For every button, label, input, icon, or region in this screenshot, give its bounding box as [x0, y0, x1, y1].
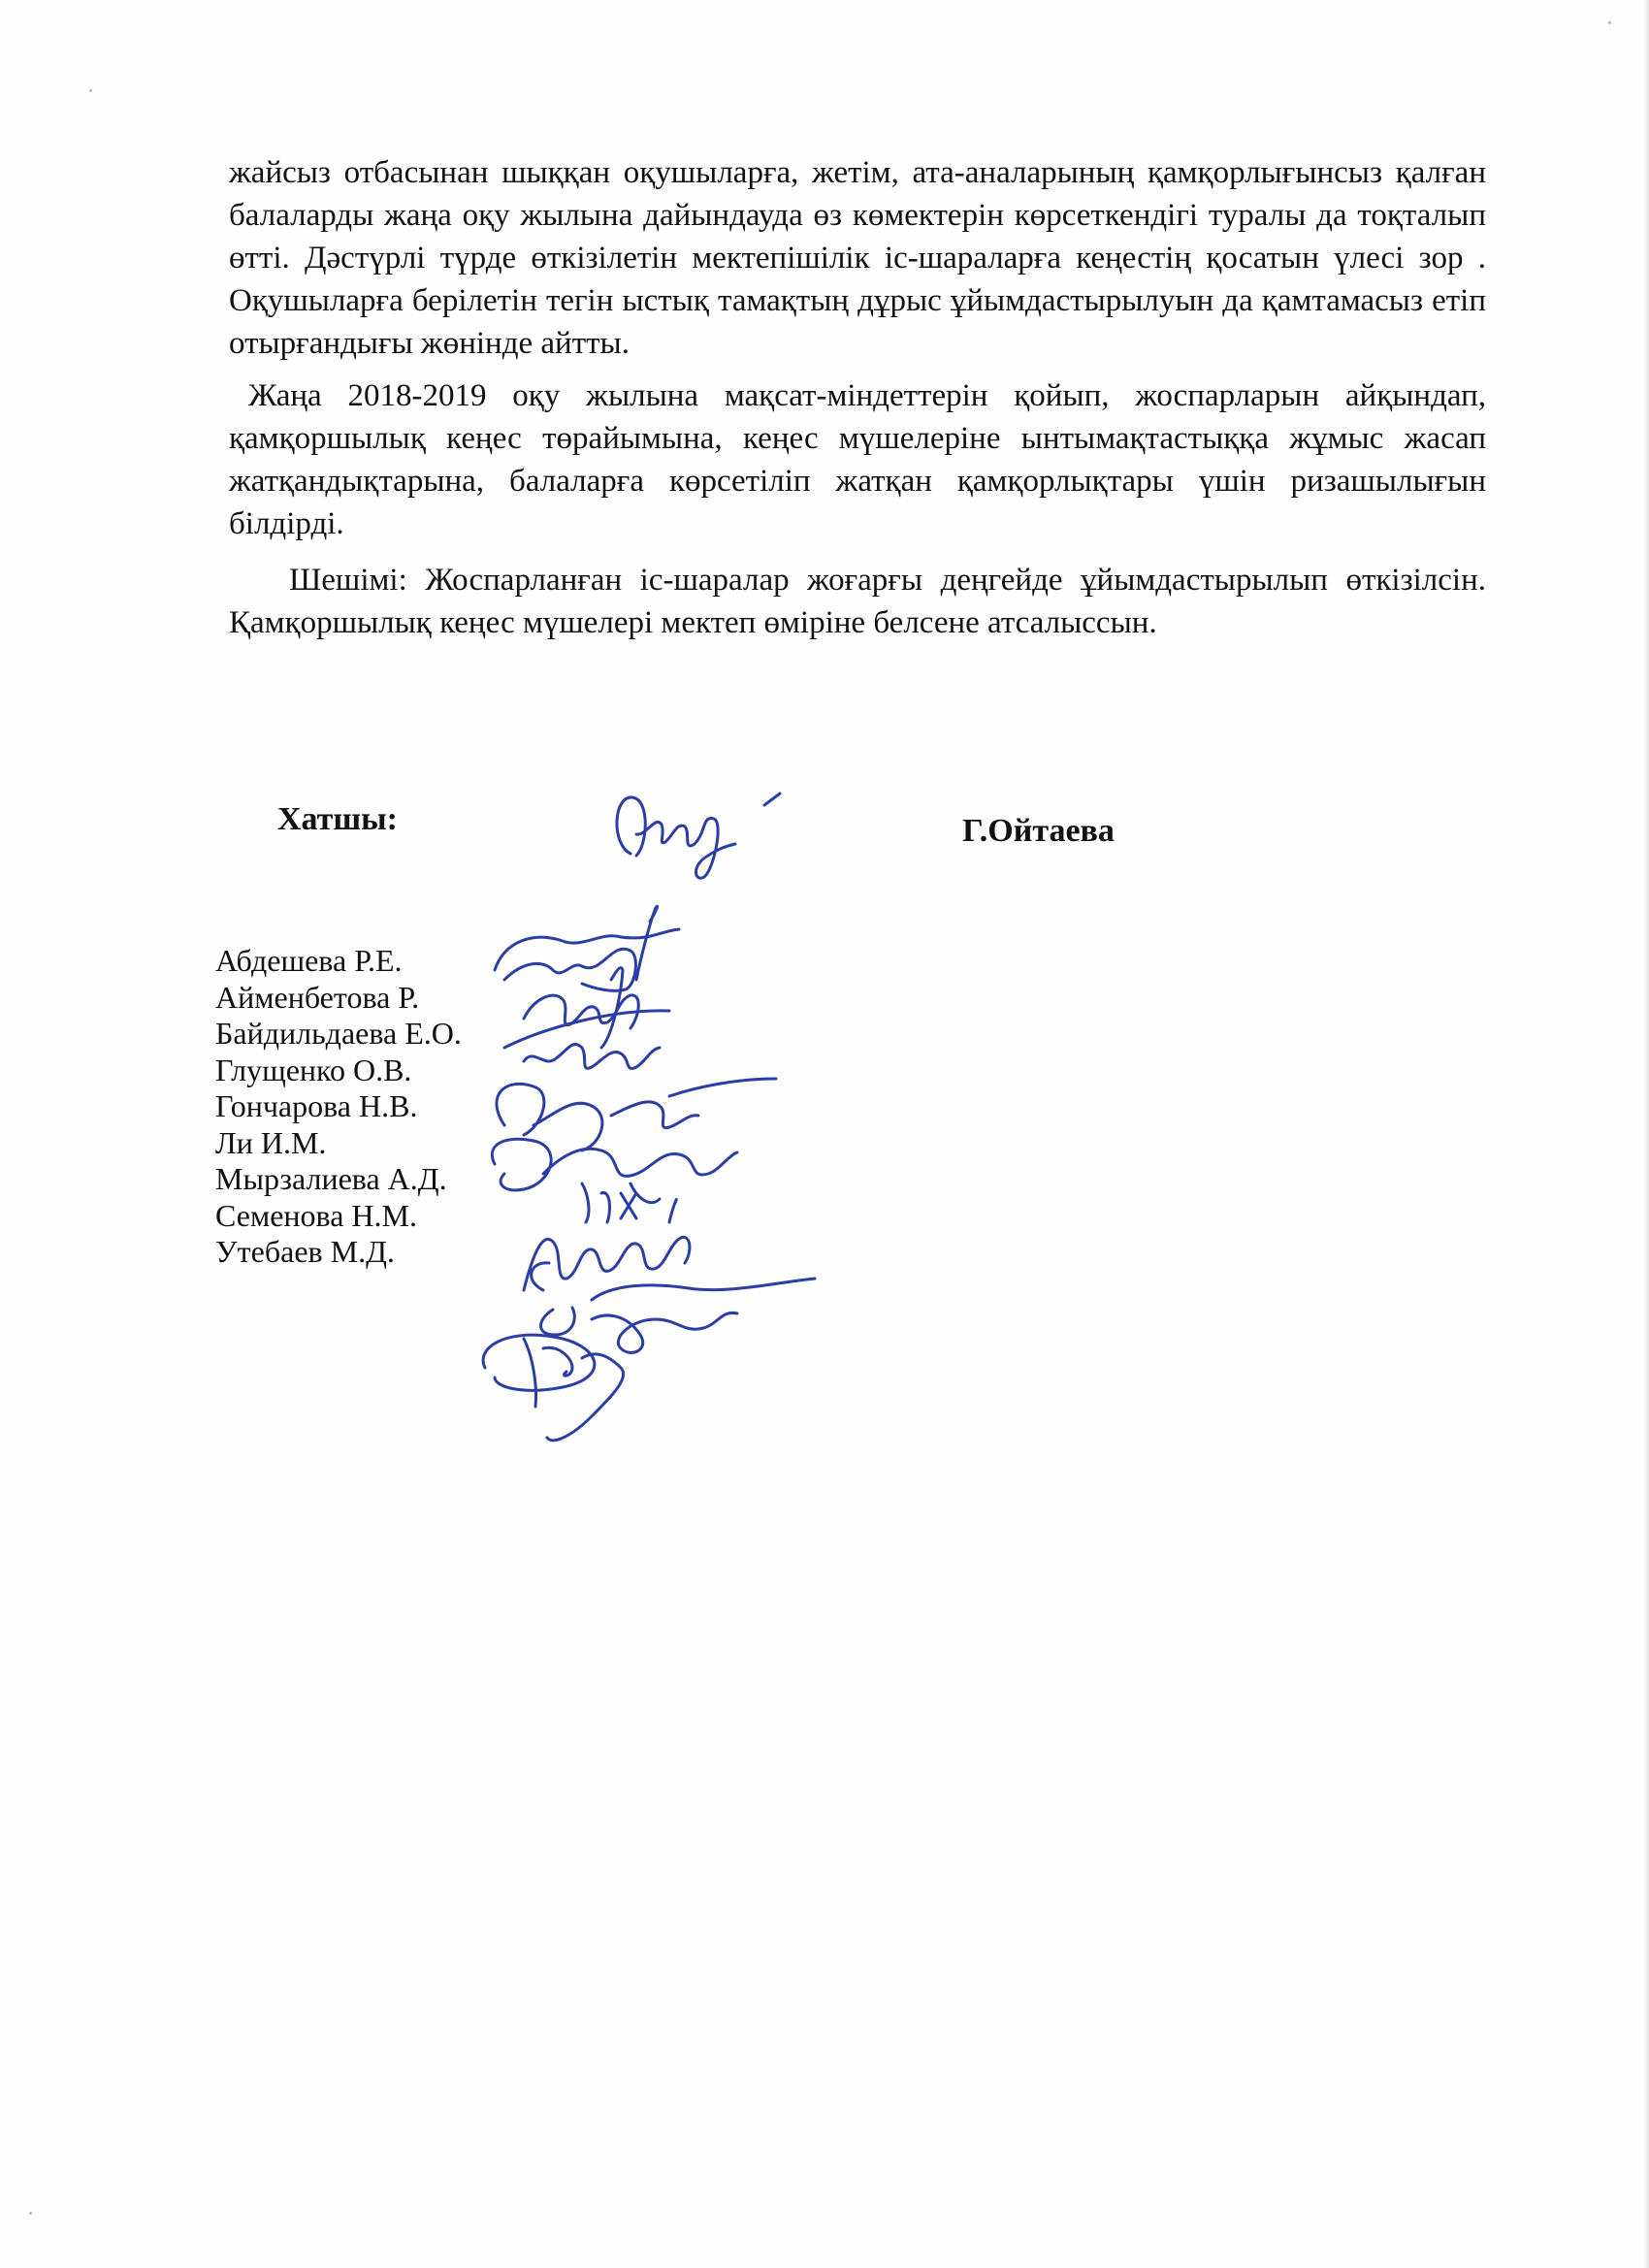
- member-signatures: [466, 902, 795, 1426]
- member-name: Айменбетова Р.: [215, 979, 420, 1015]
- member-name: Утебаев М.Д.: [215, 1234, 395, 1269]
- member-name: Ли И.М.: [215, 1124, 327, 1160]
- member-name: Гончарова Н.В.: [215, 1088, 418, 1123]
- paragraph-support-report: жайсыз отбасынан шыққан оқушыларға, жетім, ата-аналарының қамқорлығынсыз қалған балаларды жаңа оқу жылына дайындауда өз көмектерін көрсеткендігі туралы да тоқталып өтті. Дәстүрлі түрде өткізілетін мектепішілік іс-шараларға кеңестің қосатын үлесі зор . Оқушыларға берілетін тегін ыстық тамақтың дұрыс ұйымдастырылуын да қамтамасыз етіп отырғандығы жөнінде айтты.: [229, 155, 1486, 361]
- paragraph-new-school-year: Жаңа 2018-2019 оқу жылына мақсат-міндеттерін қойып, жоспарларын айқындап, қамқоршылық кеңес төрайымына, кеңес мүшелеріне ынтымақтастыққа жұмыс жасап жатқандықтарына, балаларға көрсетіліп жатқан қамқорлықтары үшін ризашылығын білдірді.: [229, 378, 1486, 541]
- member-name: Глущенко О.В.: [215, 1052, 412, 1087]
- scan-speck: [89, 89, 92, 92]
- secretary-label: Хатшы:: [277, 801, 398, 837]
- member-name: Абдешева Р.Е.: [215, 943, 403, 978]
- member-name: Байдильдаева Е.О.: [215, 1016, 462, 1051]
- document-body: [229, 151, 1486, 644]
- scan-edge: [1643, 0, 1649, 2268]
- scan-speck: [1608, 21, 1611, 24]
- scan-speck: [29, 2212, 32, 2215]
- member-name: Мырзалиева А.Д.: [215, 1161, 447, 1196]
- secretary-signature: [601, 776, 795, 883]
- member-list: [215, 943, 462, 1271]
- secretary-name: Г.Ойтаева: [962, 813, 1115, 849]
- paragraph-decision: Шешімі: Жоспарланған іс-шаралар жоғарғы деңгейде ұйымдастырылып өткізілсін. Қамқоршылық кеңес мүшелері мектеп өміріне белсене атсалыссын.: [229, 563, 1486, 640]
- member-name: Семенова Н.М.: [215, 1197, 417, 1233]
